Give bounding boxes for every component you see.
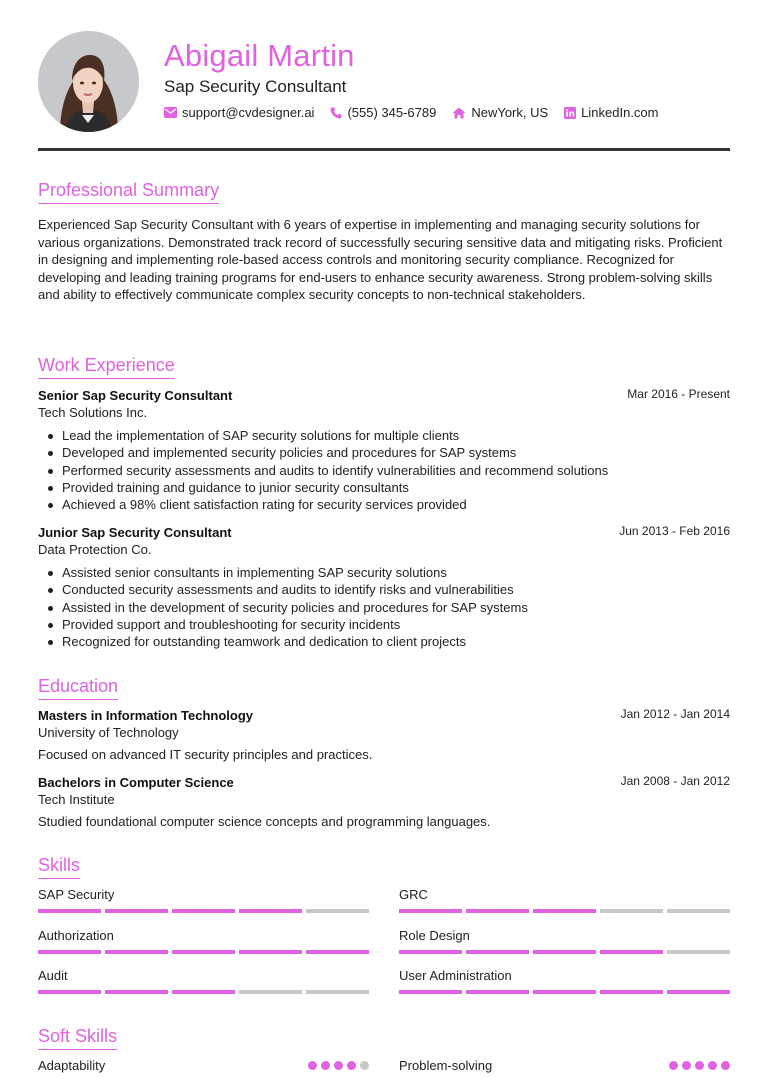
skill-level-segment bbox=[239, 950, 302, 954]
list-item: Lead the implementation of SAP security solutions for multiple clients bbox=[48, 427, 728, 444]
soft-skill-rating bbox=[308, 1061, 369, 1070]
rating-dot bbox=[721, 1061, 730, 1070]
list-item: Conducted security assessments and audits to identify risks and vulnerabilities bbox=[48, 581, 728, 598]
rating-dot bbox=[682, 1061, 691, 1070]
job-title: Junior Sap Security Consultant bbox=[38, 525, 232, 540]
soft-skill-name: Problem-solving bbox=[399, 1058, 493, 1073]
degree-description: Focused on advanced IT security principles and practices. bbox=[38, 747, 373, 762]
soft-skill-name: Adaptability bbox=[38, 1058, 106, 1073]
soft-skills-heading: Soft Skills bbox=[38, 1025, 117, 1050]
rating-dot bbox=[334, 1061, 343, 1070]
list-item: Recognized for outstanding teamwork and dedication to client projects bbox=[48, 633, 728, 650]
job-title: Senior Sap Security Consultant bbox=[38, 388, 233, 403]
skill-item bbox=[399, 886, 730, 913]
skill-level-segment bbox=[399, 909, 462, 913]
list-item: Assisted senior consultants in implementing SAP security solutions bbox=[48, 564, 728, 581]
skill-level-segment bbox=[172, 990, 235, 994]
skill-item bbox=[38, 967, 369, 994]
header-divider bbox=[38, 148, 730, 151]
list-item: Performed security assessments and audits to identify vulnerabilities and recommend solutions bbox=[48, 462, 728, 479]
job-company: Tech Solutions Inc. bbox=[38, 405, 148, 420]
skill-level-segment bbox=[38, 950, 101, 954]
candidate-role: Sap Security Consultant bbox=[164, 77, 347, 96]
degree-title: Bachelors in Computer Science bbox=[38, 775, 234, 790]
skill-level-segment bbox=[105, 950, 168, 954]
degree-description: Studied foundational computer science concepts and programming languages. bbox=[38, 814, 491, 829]
skill-level-segment bbox=[172, 909, 235, 913]
skill-level-bar bbox=[399, 909, 730, 913]
candidate-name: Abigail Martin bbox=[164, 38, 355, 73]
skill-level-segment bbox=[600, 990, 663, 994]
skill-level-segment bbox=[306, 909, 369, 913]
soft-skill-item bbox=[38, 1057, 369, 1075]
list-item: Provided support and troubleshooting for security incidents bbox=[48, 616, 728, 633]
skill-level-segment bbox=[239, 909, 302, 913]
school-name: University of Technology bbox=[38, 725, 179, 740]
rating-dot bbox=[347, 1061, 356, 1070]
rating-dot bbox=[360, 1061, 369, 1070]
skill-level-segment bbox=[667, 990, 730, 994]
skill-level-segment bbox=[533, 950, 596, 954]
job-bullets bbox=[48, 564, 728, 650]
education-heading: Education bbox=[38, 675, 118, 700]
skill-level-segment bbox=[105, 990, 168, 994]
skills-heading: Skills bbox=[38, 854, 80, 879]
contact-info bbox=[164, 105, 659, 120]
resume-header bbox=[38, 30, 730, 132]
contact-linkedin[interactable] bbox=[564, 105, 658, 120]
skill-level-segment bbox=[399, 990, 462, 994]
skill-name: User Administration bbox=[399, 968, 512, 983]
skill-level-segment bbox=[306, 950, 369, 954]
skill-level-segment bbox=[172, 950, 235, 954]
rating-dot bbox=[708, 1061, 717, 1070]
email-icon bbox=[164, 107, 177, 118]
email-text: support@cvdesigner.ai bbox=[182, 105, 315, 120]
skill-level-bar bbox=[38, 990, 369, 994]
skill-level-segment bbox=[533, 909, 596, 913]
skill-level-segment bbox=[667, 950, 730, 954]
contact-location bbox=[452, 105, 548, 120]
skill-level-segment bbox=[600, 950, 663, 954]
skill-level-segment bbox=[667, 909, 730, 913]
skill-level-segment bbox=[466, 950, 529, 954]
job-bullets bbox=[48, 427, 728, 513]
skill-item bbox=[399, 927, 730, 954]
skill-item bbox=[399, 967, 730, 994]
contact-email[interactable] bbox=[164, 105, 314, 120]
skill-level-bar bbox=[399, 950, 730, 954]
skill-level-segment bbox=[466, 909, 529, 913]
skill-item bbox=[38, 927, 369, 954]
skill-level-segment bbox=[533, 990, 596, 994]
skill-name: GRC bbox=[399, 887, 428, 902]
skill-level-segment bbox=[399, 950, 462, 954]
rating-dot bbox=[695, 1061, 704, 1070]
skill-level-segment bbox=[38, 909, 101, 913]
skill-level-bar bbox=[38, 909, 369, 913]
home-icon bbox=[452, 107, 466, 119]
skill-name: Audit bbox=[38, 968, 68, 983]
rating-dot bbox=[308, 1061, 317, 1070]
skill-name: Role Design bbox=[399, 928, 470, 943]
skill-name: SAP Security bbox=[38, 887, 115, 902]
job-dates: Mar 2016 - Present bbox=[627, 387, 730, 401]
skill-level-bar bbox=[399, 990, 730, 994]
list-item: Achieved a 98% client satisfaction rating for security services provided bbox=[48, 496, 728, 513]
rating-dot bbox=[321, 1061, 330, 1070]
location-text: NewYork, US bbox=[471, 105, 549, 120]
profile-photo bbox=[38, 31, 139, 132]
linkedin-icon bbox=[564, 107, 576, 119]
skill-level-segment bbox=[466, 990, 529, 994]
linkedin-text: LinkedIn.com bbox=[581, 105, 659, 120]
soft-skill-rating bbox=[669, 1061, 730, 1070]
skill-name: Authorization bbox=[38, 928, 114, 943]
phone-icon bbox=[330, 107, 342, 119]
skill-level-segment bbox=[239, 990, 302, 994]
degree-dates: Jan 2012 - Jan 2014 bbox=[620, 707, 730, 721]
job-dates: Jun 2013 - Feb 2016 bbox=[619, 524, 730, 538]
experience-heading: Work Experience bbox=[38, 354, 175, 379]
soft-skill-item bbox=[399, 1057, 730, 1075]
skill-level-segment bbox=[600, 909, 663, 913]
skill-level-segment bbox=[105, 909, 168, 913]
summary-heading: Professional Summary bbox=[38, 179, 219, 204]
rating-dot bbox=[669, 1061, 678, 1070]
skill-level-segment bbox=[306, 990, 369, 994]
summary-text: Experienced Sap Security Consultant with 6 years of expertise in implementing and managing security solutions for various organizations. Demonstrated track record of successfully securing sensitive data and mitigating risks. Proficient in designing and implementing role-based access controls and monitoring security compliance. Recognized for developing and leading training programs for end-users to enhance security awareness. Strong problem-solving skills and ability to effectively communicate complex security concepts to non-technical stakeholders. bbox=[38, 217, 723, 302]
skill-level-bar bbox=[38, 950, 369, 954]
skill-level-segment bbox=[38, 990, 101, 994]
phone-text: (555) 345-6789 bbox=[347, 105, 437, 120]
skill-item bbox=[38, 886, 369, 913]
job-company: Data Protection Co. bbox=[38, 542, 152, 557]
degree-title: Masters in Information Technology bbox=[38, 708, 254, 723]
list-item: Provided training and guidance to junior security consultants bbox=[48, 479, 728, 496]
degree-dates: Jan 2008 - Jan 2012 bbox=[620, 774, 730, 788]
list-item: Developed and implemented security policies and procedures for SAP systems bbox=[48, 444, 728, 461]
school-name: Tech Institute bbox=[38, 792, 115, 807]
list-item: Assisted in the development of security policies and procedures for SAP systems bbox=[48, 599, 728, 616]
contact-phone[interactable] bbox=[330, 105, 436, 120]
